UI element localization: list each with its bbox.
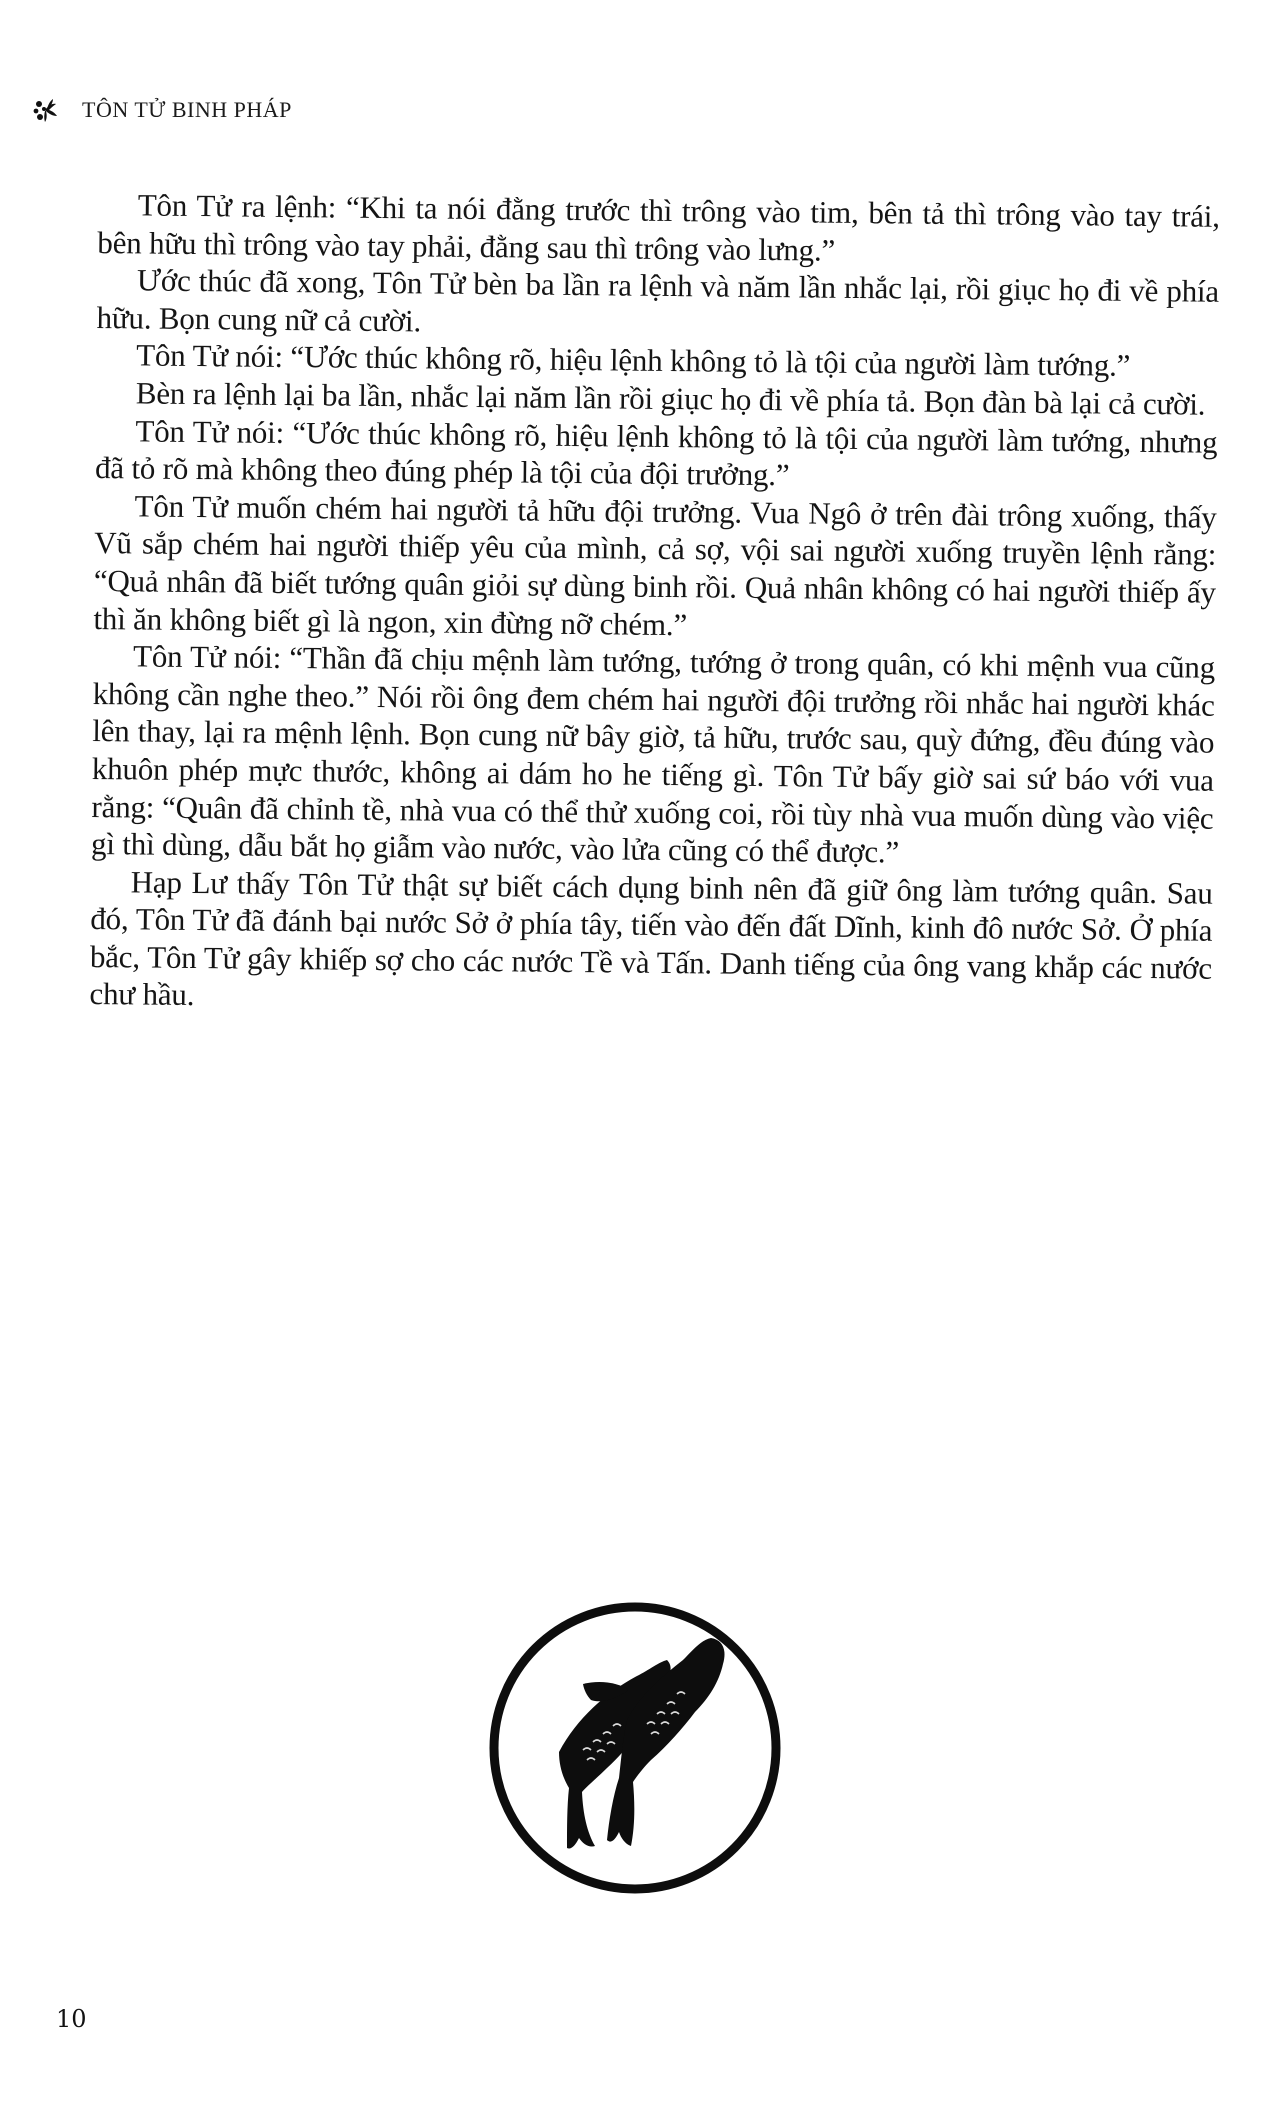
- paragraph: Tôn Tử nói: “Ước thúc không rõ, hiệu lệnh không tỏ là tội của người làm tướng.”: [136, 337, 1131, 384]
- page-number: 10: [56, 2005, 87, 2033]
- paragraph: Tôn Tử ra lệnh: “Khi ta nói đằng trước thì trông vào tim, bên tả thì trông vào tay trái, bên hữu thì trông vào tay phải, đằng sau thì trông vào lưng.”: [97, 187, 1220, 268]
- paragraph: Tôn Tử nói: “Thần đã chịu mệnh làm tướng, tướng ở trong quân, có khi mệnh vua cũng không cần nghe theo.” Nói rồi ông đem chém hai người đội trưởng rồi nhắc hai người khác lên thay, lại ra mệnh lệnh. Bọn cung nữ bây giờ, tả hữu, trước sau, quỳ đứng, đều đúng vào khuôn phép mực thước, không ai dám ho he tiếng gì. Tôn Tử bấy giờ sai sứ báo với vua rằng: “Quân đã chỉnh tề, nhà vua có thể thử xuống coi, rồi tùy nhà vua muốn dùng vào việc gì thì dùng, dẫu bắt họ giẫm vào nước, vào lửa cũng có thể được.”: [90, 638, 1216, 870]
- running-header-title: TÔN TỬ BINH PHÁP: [82, 97, 292, 122]
- carp-fish-emblem-icon: [487, 1600, 783, 1896]
- paragraph: Hạp Lư thấy Tôn Tử thật sự biết cách dụng binh nên đã giữ ông làm tướng quân. Sau đó, Tôn Tử đã đánh bại nước Sở ở phía tây, tiến vào đến đất Dĩnh, kinh đô nước Sở. Ở phía bắc, Tôn Tử gây khiếp sợ cho các nước Tề và Tấn. Danh tiếng của ông vang khắp các nước chư hầu.: [89, 864, 1213, 1013]
- paragraph: Tôn Tử nói: “Ước thúc không rõ, hiệu lệnh không tỏ là tội của người làm tướng, nhưng đã tỏ rõ mà không theo đúng phép là tội của đội trưởng.”: [94, 412, 1218, 493]
- paragraph: Ước thúc đã xong, Tôn Tử bèn ba lần ra lệnh và năm lần nhắc lại, rồi giục họ đi về phía hữu. Bọn cung nữ cả cười.: [96, 262, 1220, 339]
- running-header: [32, 96, 292, 124]
- paragraph: Bèn ra lệnh lại ba lần, nhắc lại năm lần rồi giục họ đi về phía tả. Bọn đàn bà lại cả cười.: [135, 375, 1206, 422]
- body-text: [89, 186, 1220, 1025]
- paragraph: Tôn Tử muốn chém hai người tả hữu đội trưởng. Vua Ngô ở trên đài trông xuống, thấy Vũ sắp chém hai người thiếp yêu của mình, cả sợ, vội sai người xuống truyền lệnh rằng: “Quả nhân đã biết tướng quân giỏi sự dùng binh rồi. Quả nhân không có hai người thiếp ấy thì ăn không biết gì là ngon, xin đừng nỡ chém.”: [93, 488, 1217, 642]
- floral-ornament-icon: [32, 96, 60, 124]
